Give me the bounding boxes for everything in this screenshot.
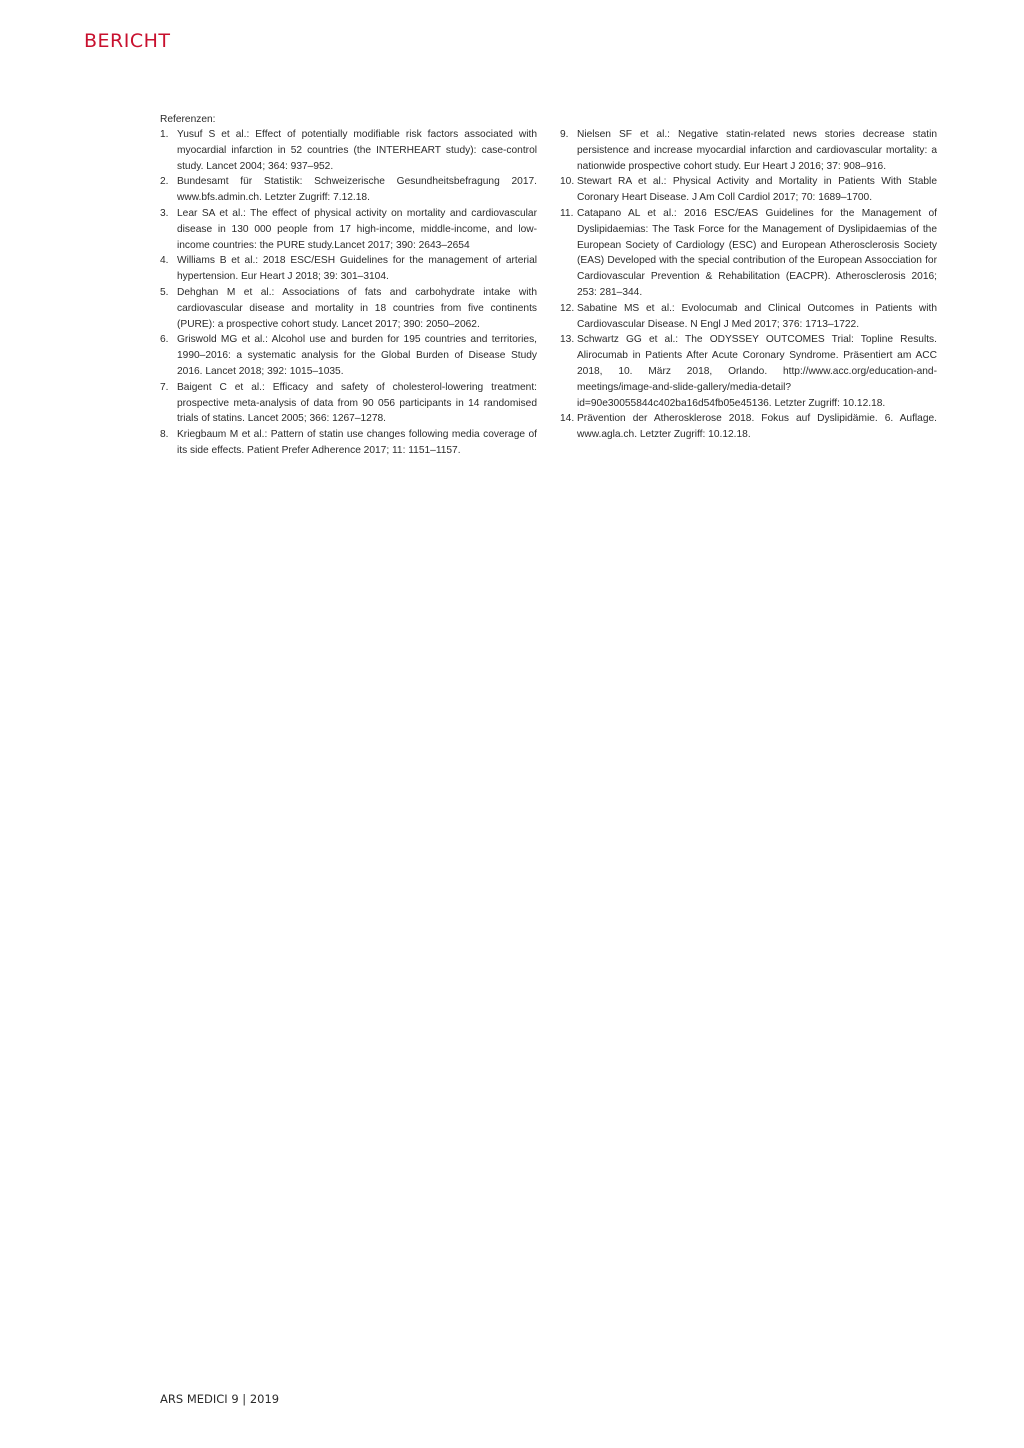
reference-text: Lear SA et al.: The effect of physical activity on mortality and cardiovascular disease in 130 000 people from 17 high-income, middle-income, and low-income countries: the PURE study.Lancet 2017; 390: 2643–2654	[177, 207, 537, 251]
references-heading: Referenzen:	[160, 114, 216, 125]
reference-item	[160, 127, 537, 174]
reference-item	[560, 301, 937, 333]
reference-item	[160, 332, 537, 379]
reference-number: 7.	[160, 381, 169, 393]
reference-text: Sabatine MS et al.: Evolocumab and Clinical Outcomes in Patients with Cardiovascular Disease. N Engl J Med 2017; 376: 1713–1722.	[577, 302, 937, 330]
reference-number: 4.	[160, 255, 169, 267]
reference-number: 12.	[560, 302, 575, 314]
page-footer: ARS MEDICI 9 | 2019	[160, 1392, 280, 1406]
reference-item	[160, 427, 537, 459]
reference-text: Kriegbaum M et al.: Pattern of statin use changes following media coverage of its side effects. Patient Prefer Adherence 2017; 11: 1151–1157.	[177, 429, 537, 456]
reference-text: Baigent C et al.: Efficacy and safety of cholesterol-lowering treatment: prospective meta-analysis of data from 90 056 participants in 14 randomised trials of statins. Lancet 2005; 366: 1267–1278.	[177, 381, 537, 425]
reference-number: 3.	[160, 207, 169, 219]
reference-item	[160, 206, 537, 253]
reference-number: 5.	[160, 286, 169, 298]
reference-text: Catapano AL et al.: 2016 ESC/EAS Guidelines for the Management of Dyslipidaemias: The Task Force for the Management of Dyslipidaemias of the European Society of Cardiology (ESC) and European Atherosclerosis Society (EAS) Developed with the special contribution of the European Assocciation for Cardiovascular Prevention & Rehabilitation (EACPR). Atherosclerosis 2016; 253: 281–344.	[577, 207, 937, 298]
reference-number: 9.	[560, 129, 569, 140]
reference-item	[560, 174, 937, 206]
reference-item	[160, 380, 537, 427]
reference-number: 10.	[560, 176, 575, 188]
reference-number: 6.	[160, 334, 169, 346]
reference-item	[560, 411, 937, 443]
reference-text: Bundesamt für Statistik: Schweizerische Gesundheitsbefragung 2017. www.bfs.admin.ch. Letzter Zugriff: 7.12.18.	[177, 176, 537, 204]
reference-number: 8.	[160, 429, 169, 441]
reference-number: 2.	[160, 176, 169, 188]
reference-text: Dehghan M et al.: Associations of fats and carbohydrate intake with cardiovascular disease and mortality in 18 countries from five continents (PURE): a prospective cohort study. Lancet 2017; 390: 2050–2062.	[177, 286, 537, 330]
references-left-column	[160, 127, 537, 459]
reference-number: 13.	[560, 334, 575, 346]
reference-text: Nielsen SF et al.: Negative statin-related news stories decrease statin persistence and increase myocardial infarction and cardiovascular mortality: a nationwide prospective cohort study. Eur Heart J 2016; 37: 908–916.	[577, 129, 937, 172]
references-right-column	[560, 127, 937, 443]
reference-text: Prävention der Atherosklerose 2018. Fokus auf Dyslipidämie. 6. Auflage. www.agla.ch. Letzter Zugriff: 10.12.18.	[577, 413, 937, 441]
reference-text: Yusuf S et al.: Effect of potentially modifiable risk factors associated with myocardial infarction in 52 countries (the INTERHEART study): case-control study. Lancet 2004; 364: 937–952.	[177, 129, 537, 172]
reference-number: 14.	[560, 413, 575, 425]
reference-item	[560, 127, 937, 174]
reference-text: Stewart RA et al.: Physical Activity and Mortality in Patients With Stable Coronary Heart Disease. J Am Coll Cardiol 2017; 70: 1689–1700.	[577, 176, 937, 204]
reference-item	[160, 285, 537, 332]
section-header: BERICHT	[84, 30, 171, 52]
reference-text: Schwartz GG et al.: The ODYSSEY OUTCOMES Trial: Topline Results. Alirocumab in Patients After Acute Coronary Syndrome. Präsentiert am ACC 2018, 10. März 2018, Orlando. http://www.acc.org/education-and-meetings/image-and-slide-gallery/media-detail?id=90e30055844c402ba16d54fb05e45136. Letzter Zugriff: 10.12.18.	[577, 334, 937, 409]
reference-item	[160, 253, 537, 285]
reference-text: Williams B et al.: 2018 ESC/ESH Guidelines for the management of arterial hypertension. Eur Heart J 2018; 39: 301–3104.	[177, 255, 537, 283]
reference-number: 1.	[160, 129, 169, 140]
reference-item	[560, 332, 937, 411]
reference-item	[160, 174, 537, 206]
reference-item	[560, 206, 937, 301]
reference-number: 11.	[560, 207, 574, 219]
reference-text: Griswold MG et al.: Alcohol use and burden for 195 countries and territories, 1990–2016: a systematic analysis for the Global Burden of Disease Study 2016. Lancet 2018; 392: 1015–1035.	[177, 334, 537, 377]
